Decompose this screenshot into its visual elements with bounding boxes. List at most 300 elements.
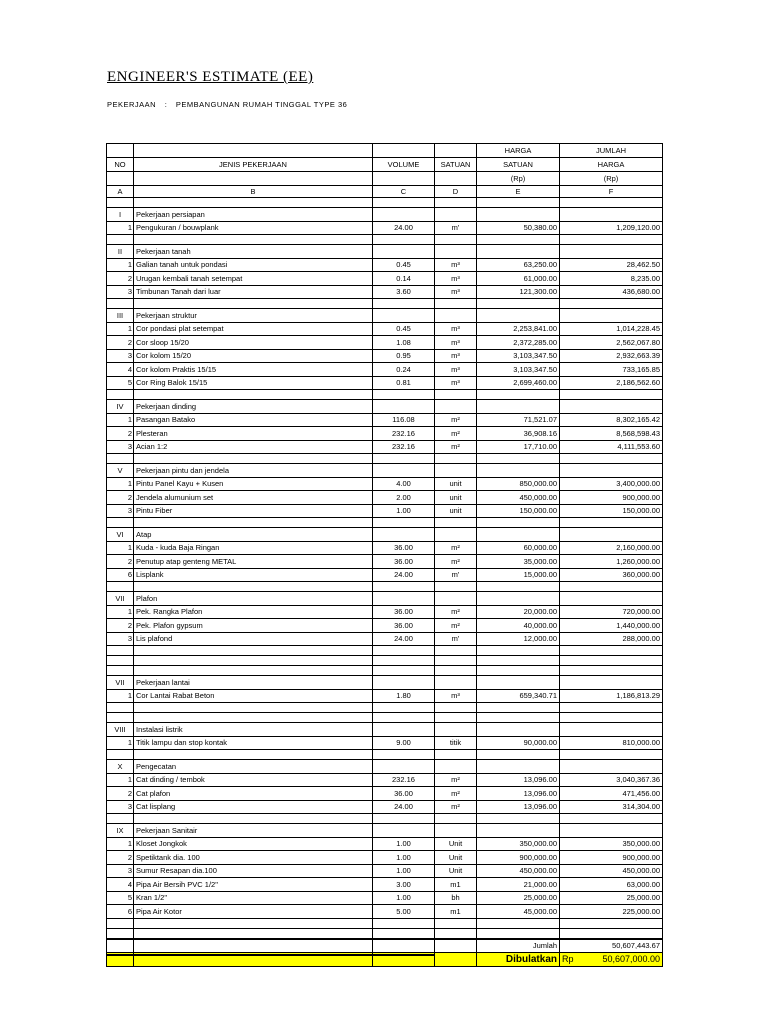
blank-cell <box>107 939 134 953</box>
item-unit-price: 659,340.71 <box>477 689 560 703</box>
blank-cell <box>107 713 134 723</box>
section-number: VII <box>107 592 134 606</box>
header-volume-label: VOLUME <box>373 158 435 172</box>
blank-cell <box>373 528 435 542</box>
blank-cell <box>373 824 435 838</box>
item-number: 3 <box>107 504 134 518</box>
section-name: Pekerjaan dinding <box>134 400 373 414</box>
blank-cell <box>477 928 560 939</box>
item-name: Timbunan Tanah dari luar <box>134 285 373 299</box>
blank-cell <box>435 676 477 690</box>
item-number: 1 <box>107 837 134 851</box>
item-unit-price: 3,103,347.50 <box>477 349 560 363</box>
item-unit-price: 900,000.00 <box>477 851 560 865</box>
table-row <box>107 736 663 750</box>
blank-cell <box>435 245 477 259</box>
item-unit-price: 2,253,841.00 <box>477 322 560 336</box>
section-row <box>107 824 663 838</box>
item-name: Pengukuran / bouwplank <box>134 221 373 235</box>
blank-cell <box>435 928 477 939</box>
item-total: 288,000.00 <box>560 632 663 646</box>
blank-cell <box>477 656 560 666</box>
item-total: 8,302,165.42 <box>560 413 663 427</box>
blank-row <box>107 299 663 309</box>
item-total: 900,000.00 <box>560 491 663 505</box>
item-name: Lis plafond <box>134 632 373 646</box>
blank-cell <box>477 400 560 414</box>
item-unit-price: 36,908.16 <box>477 427 560 441</box>
header-jumlah-line2: HARGA <box>560 158 663 172</box>
blank-cell <box>477 518 560 528</box>
item-unit-price: 15,000.00 <box>477 568 560 582</box>
section-name: Pekerjaan pintu dan jendela <box>134 464 373 478</box>
item-number: 1 <box>107 221 134 235</box>
blank-cell <box>373 235 435 245</box>
blank-row <box>107 198 663 208</box>
blank-cell <box>477 713 560 723</box>
item-volume: 36.00 <box>373 541 435 555</box>
section-number: II <box>107 245 134 259</box>
blank-cell <box>477 703 560 713</box>
item-number: 6 <box>107 568 134 582</box>
item-unit: m² <box>435 413 477 427</box>
blank-row <box>107 235 663 245</box>
jumlah-row <box>107 939 663 953</box>
section-number: I <box>107 208 134 222</box>
blank-cell <box>560 814 663 824</box>
item-volume: 3.00 <box>373 878 435 892</box>
item-volume: 232.16 <box>373 773 435 787</box>
jumlah-value: 50,607,443.67 <box>560 939 663 953</box>
table-row <box>107 555 663 569</box>
item-number: 1 <box>107 773 134 787</box>
blank-cell <box>435 518 477 528</box>
table-row <box>107 773 663 787</box>
header-jumlah-line3: (Rp) <box>560 172 663 186</box>
blank-cell <box>134 518 373 528</box>
section-number: IX <box>107 824 134 838</box>
dibulatkan-value: 50,607,000.00 <box>602 953 660 964</box>
section-name: Instalasi listrik <box>134 723 373 737</box>
blank-cell <box>107 198 134 208</box>
item-number: 1 <box>107 605 134 619</box>
blank-cell <box>477 390 560 400</box>
blank-row <box>107 750 663 760</box>
column-letter: E <box>477 186 560 198</box>
blank-cell <box>134 918 373 928</box>
blank-cell <box>560 824 663 838</box>
item-total: 1,014,228.45 <box>560 322 663 336</box>
item-name: Cat dinding / tembok <box>134 773 373 787</box>
blank-cell <box>560 723 663 737</box>
header-jumlah-line1: JUMLAH <box>560 144 663 158</box>
blank-cell <box>560 666 663 676</box>
item-unit-price: 121,300.00 <box>477 285 560 299</box>
blank-cell <box>435 713 477 723</box>
item-volume: 116.08 <box>373 413 435 427</box>
blank-cell <box>373 760 435 774</box>
item-unit: bh <box>435 891 477 905</box>
blank-cell <box>435 646 477 656</box>
item-unit: Unit <box>435 851 477 865</box>
item-unit: m³ <box>435 689 477 703</box>
estimate-body <box>107 208 663 939</box>
item-name: Acian 1:2 <box>134 440 373 454</box>
header-empty <box>373 172 435 186</box>
blank-cell <box>107 582 134 592</box>
item-volume: 0.45 <box>373 258 435 272</box>
table-row <box>107 800 663 814</box>
section-number: X <box>107 760 134 774</box>
blank-cell <box>560 592 663 606</box>
section-row <box>107 309 663 323</box>
item-total: 314,304.00 <box>560 800 663 814</box>
item-total: 900,000.00 <box>560 851 663 865</box>
item-name: Cat plafon <box>134 787 373 801</box>
blank-row <box>107 646 663 656</box>
blank-cell <box>435 208 477 222</box>
blank-cell <box>560 464 663 478</box>
header-volume <box>373 144 435 158</box>
item-unit: unit <box>435 504 477 518</box>
blank-cell <box>134 198 373 208</box>
blank-cell <box>435 666 477 676</box>
table-row <box>107 491 663 505</box>
table-row <box>107 363 663 377</box>
item-number: 2 <box>107 619 134 633</box>
item-number: 2 <box>107 272 134 286</box>
item-total: 350,000.00 <box>560 837 663 851</box>
blank-cell <box>107 814 134 824</box>
blank-cell <box>435 400 477 414</box>
item-total: 28,462.50 <box>560 258 663 272</box>
table-row <box>107 541 663 555</box>
blank-cell <box>107 666 134 676</box>
item-number: 3 <box>107 285 134 299</box>
item-volume: 232.16 <box>373 427 435 441</box>
blank-cell <box>560 760 663 774</box>
blank-cell <box>373 582 435 592</box>
header-satuan-label: SATUAN <box>435 158 477 172</box>
blank-cell <box>477 454 560 464</box>
item-number: 5 <box>107 891 134 905</box>
section-name: Pekerjaan persiapan <box>134 208 373 222</box>
blank-cell <box>134 939 373 953</box>
item-number: 1 <box>107 541 134 555</box>
item-name: Pipa Air Kotor <box>134 905 373 919</box>
item-name: Kuda - kuda Baja Ringan <box>134 541 373 555</box>
table-row <box>107 864 663 878</box>
estimate-table <box>106 143 663 967</box>
item-unit: m' <box>435 568 477 582</box>
item-total: 360,000.00 <box>560 568 663 582</box>
table-row <box>107 427 663 441</box>
item-name: Spetiktank dia. 100 <box>134 851 373 865</box>
item-number: 1 <box>107 477 134 491</box>
blank-row <box>107 582 663 592</box>
table-row <box>107 440 663 454</box>
table-row <box>107 221 663 235</box>
item-volume: 1.00 <box>373 864 435 878</box>
blank-cell <box>435 464 477 478</box>
blank-cell <box>373 309 435 323</box>
item-name: Cor kolom 15/20 <box>134 349 373 363</box>
item-volume: 36.00 <box>373 787 435 801</box>
item-volume: 24.00 <box>373 632 435 646</box>
blank-cell <box>373 646 435 656</box>
blank-cell <box>477 666 560 676</box>
blank-cell <box>560 235 663 245</box>
blank-cell <box>435 582 477 592</box>
item-unit: m² <box>435 555 477 569</box>
blank-cell <box>560 198 663 208</box>
blank-cell <box>477 245 560 259</box>
item-volume: 1.00 <box>373 891 435 905</box>
section-row <box>107 760 663 774</box>
item-number: 4 <box>107 878 134 892</box>
blank-cell <box>107 646 134 656</box>
blank-cell <box>477 198 560 208</box>
item-name: Cat lisplang <box>134 800 373 814</box>
blank-cell <box>477 676 560 690</box>
item-volume: 1.00 <box>373 837 435 851</box>
blank-cell <box>560 299 663 309</box>
project-line <box>107 100 353 109</box>
item-unit-price: 350,000.00 <box>477 837 560 851</box>
header-jenis <box>134 144 373 158</box>
item-name: Pintu Fiber <box>134 504 373 518</box>
column-letter: A <box>107 186 134 198</box>
blank-cell <box>134 582 373 592</box>
blank-cell <box>435 454 477 464</box>
blank-cell <box>107 299 134 309</box>
item-unit-price: 60,000.00 <box>477 541 560 555</box>
blank-cell <box>435 299 477 309</box>
blank-cell <box>560 245 663 259</box>
header-row <box>107 144 663 158</box>
item-unit-price: 20,000.00 <box>477 605 560 619</box>
header-harga-line3: (Rp) <box>477 172 560 186</box>
blank-cell <box>134 666 373 676</box>
item-volume: 0.81 <box>373 376 435 390</box>
blank-cell <box>560 309 663 323</box>
item-total: 720,000.00 <box>560 605 663 619</box>
blank-cell <box>560 646 663 656</box>
table-row <box>107 568 663 582</box>
item-total: 4,111,553.60 <box>560 440 663 454</box>
table-row <box>107 878 663 892</box>
item-volume: 0.45 <box>373 322 435 336</box>
item-volume: 232.16 <box>373 440 435 454</box>
section-row <box>107 400 663 414</box>
blank-cell <box>477 723 560 737</box>
blank-cell <box>373 750 435 760</box>
blank-cell <box>477 760 560 774</box>
item-unit: m² <box>435 773 477 787</box>
blank-cell <box>107 518 134 528</box>
table-row <box>107 619 663 633</box>
table-row <box>107 477 663 491</box>
blank-cell <box>373 723 435 737</box>
item-name: Pek. Rangka Plafon <box>134 605 373 619</box>
item-volume: 1.08 <box>373 336 435 350</box>
item-unit-price: 12,000.00 <box>477 632 560 646</box>
item-unit-price: 2,372,285.00 <box>477 336 560 350</box>
item-unit-price: 90,000.00 <box>477 736 560 750</box>
item-unit: m³ <box>435 322 477 336</box>
item-total: 1,260,000.00 <box>560 555 663 569</box>
section-row <box>107 464 663 478</box>
item-total: 8,235.00 <box>560 272 663 286</box>
item-name: Jendela alumunium set <box>134 491 373 505</box>
header-no <box>107 144 134 158</box>
blank-cell <box>134 454 373 464</box>
blank-cell <box>477 814 560 824</box>
blank-cell <box>560 518 663 528</box>
item-volume: 2.00 <box>373 491 435 505</box>
table-row <box>107 787 663 801</box>
item-name: Lisplank <box>134 568 373 582</box>
item-unit: m³ <box>435 363 477 377</box>
header-row <box>107 158 663 172</box>
item-unit-price: 71,521.07 <box>477 413 560 427</box>
project-separator: : <box>164 100 168 109</box>
item-unit-price: 50,380.00 <box>477 221 560 235</box>
item-total: 225,000.00 <box>560 905 663 919</box>
section-number: VI <box>107 528 134 542</box>
item-unit-price: 61,000.00 <box>477 272 560 286</box>
item-unit: unit <box>435 477 477 491</box>
section-row <box>107 528 663 542</box>
table-row <box>107 336 663 350</box>
blank-cell <box>373 928 435 939</box>
item-number: 3 <box>107 800 134 814</box>
item-unit: m² <box>435 619 477 633</box>
blank-cell <box>560 676 663 690</box>
column-letter: C <box>373 186 435 198</box>
header-empty <box>435 172 477 186</box>
blank-row <box>107 518 663 528</box>
header-empty <box>107 172 134 186</box>
blank-row <box>107 666 663 676</box>
blank-cell <box>560 390 663 400</box>
project-label: PEKERJAAN <box>107 100 157 109</box>
blank-cell <box>134 814 373 824</box>
blank-cell <box>477 464 560 478</box>
blank-cell <box>373 814 435 824</box>
column-letter: D <box>435 186 477 198</box>
item-unit-price: 2,699,460.00 <box>477 376 560 390</box>
blank-cell <box>477 235 560 245</box>
header-empty <box>134 172 373 186</box>
item-unit: m² <box>435 541 477 555</box>
item-total: 25,000.00 <box>560 891 663 905</box>
item-name: Galian tanah untuk pondasi <box>134 258 373 272</box>
blank-cell <box>134 299 373 309</box>
item-unit: m' <box>435 632 477 646</box>
blank-cell <box>134 928 373 939</box>
header-satuan <box>435 144 477 158</box>
dibulatkan-label: Dibulatkan <box>477 953 560 967</box>
blank-cell <box>435 235 477 245</box>
item-name: Pintu Panel Kayu + Kusen <box>134 477 373 491</box>
item-total: 1,186,813.29 <box>560 689 663 703</box>
section-row <box>107 592 663 606</box>
blank-cell <box>560 750 663 760</box>
blank-cell <box>107 918 134 928</box>
column-letter-row <box>107 186 663 198</box>
item-unit: m1 <box>435 905 477 919</box>
header-row <box>107 172 663 186</box>
item-unit: titik <box>435 736 477 750</box>
blank-cell <box>373 713 435 723</box>
section-row <box>107 208 663 222</box>
blank-cell <box>477 528 560 542</box>
blank-cell <box>373 918 435 928</box>
item-name: Plesteran <box>134 427 373 441</box>
item-number: 1 <box>107 258 134 272</box>
blank-cell <box>373 592 435 606</box>
blank-cell <box>134 390 373 400</box>
table-row <box>107 891 663 905</box>
blank-cell <box>560 454 663 464</box>
blank-cell <box>435 723 477 737</box>
column-letter: F <box>560 186 663 198</box>
blank-cell <box>560 703 663 713</box>
table-row <box>107 413 663 427</box>
blank-cell <box>107 454 134 464</box>
dibulatkan-amount <box>560 953 663 967</box>
item-unit: m² <box>435 800 477 814</box>
header-harga-line1: HARGA <box>477 144 560 158</box>
item-volume: 9.00 <box>373 736 435 750</box>
header-harga-line2: SATUAN <box>477 158 560 172</box>
item-unit-price: 25,000.00 <box>477 891 560 905</box>
item-number: 2 <box>107 336 134 350</box>
item-unit: m² <box>435 605 477 619</box>
document-title: ENGINEER'S ESTIMATE (EE) <box>107 69 314 85</box>
item-total: 450,000.00 <box>560 864 663 878</box>
item-total: 150,000.00 <box>560 504 663 518</box>
item-total: 2,186,562.60 <box>560 376 663 390</box>
blank-cell <box>435 760 477 774</box>
table-row <box>107 689 663 703</box>
item-name: Pek. Plafon gypsum <box>134 619 373 633</box>
item-total: 8,568,598.43 <box>560 427 663 441</box>
blank-cell <box>373 198 435 208</box>
item-unit: m³ <box>435 349 477 363</box>
blank-row <box>107 814 663 824</box>
item-name: Cor kolom Praktis 15/15 <box>134 363 373 377</box>
blank-cell <box>373 390 435 400</box>
section-name: Pekerjaan Sanitair <box>134 824 373 838</box>
blank-cell <box>435 703 477 713</box>
blank-cell <box>477 918 560 928</box>
section-name: Pengecatan <box>134 760 373 774</box>
blank-cell <box>373 518 435 528</box>
blank-row <box>107 928 663 939</box>
item-name: Titik lampu dan stop kontak <box>134 736 373 750</box>
item-unit: m² <box>435 427 477 441</box>
section-name: Atap <box>134 528 373 542</box>
blank-cell <box>477 824 560 838</box>
item-name: Cor Lantai Rabat Beton <box>134 689 373 703</box>
section-number: V <box>107 464 134 478</box>
item-unit: Unit <box>435 837 477 851</box>
item-unit-price: 13,096.00 <box>477 787 560 801</box>
blank-cell <box>477 750 560 760</box>
item-name: Cor sloop 15/20 <box>134 336 373 350</box>
